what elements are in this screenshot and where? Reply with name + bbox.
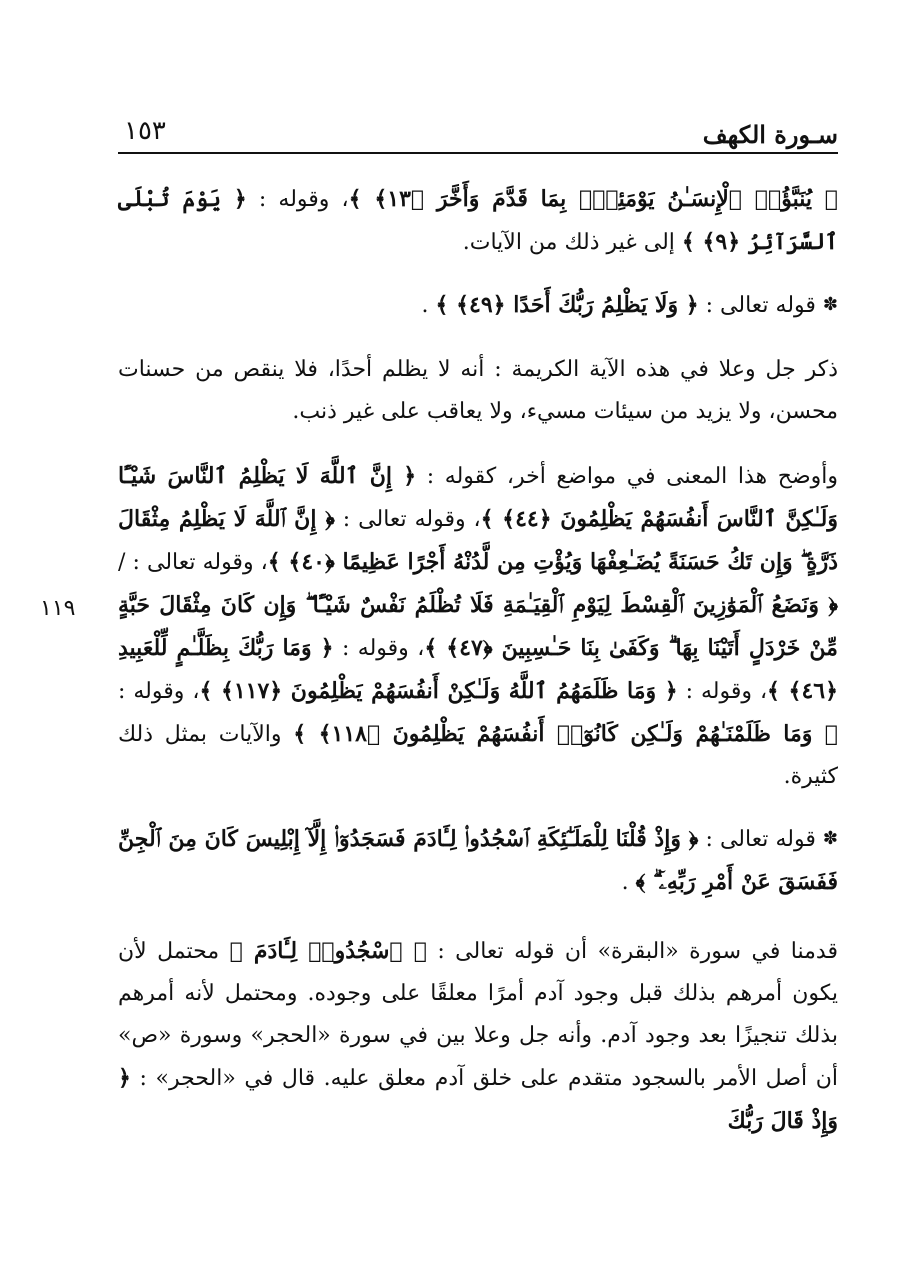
quran-verse: ﴿ وَمَا رَبُّكَ بِظَلَّـٰمٍ لِّلْعَبِيدِ ﴿٤٦﴾ ﴾ [118,635,838,704]
text-run: ، وقوله : [333,636,425,661]
paragraph-3 [118,349,838,433]
text-run: ، وقوله تعالى : [334,507,481,532]
quran-verse: ﴿ وَمَا ظَلَمْنَـٰهُمْ وَلَـٰكِن كَانُوٓا۟ أَنفُسَهُمْ يَظْلِمُونَ ﴿١١٨﴾ ﴾ [293,721,839,747]
text-run: قوله تعالى : [698,827,823,852]
text-run: قدمنا في سورة «البقرة» أن قوله تعالى : [426,939,838,964]
text-run: ، وقوله تعالى : / [118,550,268,575]
text-run: ، وقوله : [118,679,200,704]
quran-verse: ﴿ وَلَا يَظْلِمُ رَبُّكَ أَحَدًا ﴿٤٩﴾ ﴾ [435,292,699,318]
text-run: إلى غير ذلك من الآيات. [462,230,682,255]
paragraph-5 [118,818,838,904]
surah-title: سـورة الكهف [702,120,838,149]
quran-verse: ﴿ إِنَّ ٱللَّهَ لَا يَظْلِمُ مِثْقَالَ ذَرَّةٍ ۖ وَإِن تَكُ حَسَنَةً يُضَـٰعِفْهَا وَيُؤْتِ مِن لَّدُنْهُ أَجْرًا عَظِيمًا ﴿٤٠﴾ ﴾ [118,506,838,575]
star-marker: ✽ [822,828,839,849]
paragraph-1 [118,178,838,264]
text-run: وأوضح هذا المعنى في مواضع أخر، كقوله : [416,464,838,489]
quran-verse: ﴿ يُنَبَّؤُا۟ ٱلْإِنسَـٰنُ يَوْمَئِذٍۭ بِمَا قَدَّمَ وَأَخَّرَ ﴿١٣﴾ ﴾ [348,186,838,212]
quran-verse: ﴿ وَنَضَعُ ٱلْمَوَٰزِينَ ٱلْقِسْطَ لِيَوْمِ ٱلْقِيَـٰمَةِ فَلَا تُظْلَمُ نَفْسٌ شَيْـًٔا ۖ وَإِن كَانَ مِثْقَالَ حَبَّةٍ مِّنْ خَرْدَلٍ أَتَيْنَا بِهَا ۗ وَكَفَىٰ بِنَا حَـٰسِبِينَ ﴿٤٧﴾ ﴾ [118,592,838,661]
text-run: ، وقوله : [246,187,349,212]
page-number: ١٥٣ [124,116,166,146]
text-run: محتمل لأن يكون أمرهم بذلك قبل وجود آدم أمرًا معلقًا على وجوده. ومحتمل لأنه أمرهم بذلك تنجيزًا بعد وجود آدم. وأنه جل وعلا بين في سورة «الحجر» وسورة «ص» أن أصل الأمر بالسجود متقدم على خلق آدم معلق عليه. قال في «الحجر» : [118,939,839,1091]
margin-page-number: ١١٩ [40,596,76,621]
quran-verse: ﴿ يَوْمَ تُبْلَى ٱلسَّرَآئِرُ ﴿٩﴾ ﴾ [118,186,838,255]
text-run: قوله تعالى : [698,293,823,318]
paragraph-2 [118,284,838,327]
quran-verse: ﴿ وَمَا ظَلَمَهُمُ ٱللَّهُ وَلَـٰكِنْ أَنفُسَهُمْ يَظْلِمُونَ ﴿١١٧﴾ ﴾ [199,678,678,704]
quran-verse: ﴿ وَإِذْ قُلْنَا لِلْمَلَـٰٓئِكَةِ ٱسْجُدُوا۟ لِـَٔادَمَ فَسَجَدُوٓا۟ إِلَّآ إِبْلِيسَ كَانَ مِنَ ٱلْجِنِّ فَفَسَقَ عَنْ أَمْرِ رَبِّهِۦٓ ۗ ﴾ [118,826,838,895]
text-run: . [621,870,636,895]
quran-verse: ﴿ إِنَّ ٱللَّهَ لَا يَظْلِمُ ٱلنَّاسَ شَيْـًٔا وَلَـٰكِنَّ ٱلنَّاسَ أَنفُسَهُمْ يَظْلِمُونَ ﴿٤٤﴾ ﴾ [118,463,839,532]
text-run: ذكر جل وعلا في هذه الآية الكريمة : أنه لا يظلم أحدًا، فلا ينقص من حسنات محسن، ولا يزيد من سيئات مسيء، ولا يعاقب على غير ذنب. [118,357,838,424]
quran-verse: ﴿ ٱسْجُدُوا۟ لِـَٔادَمَ ﴾ [229,938,427,964]
paragraph-6 [118,930,838,1143]
text-run: والآيات بمثل ذلك كثيرة. [118,722,838,789]
text-run: . [421,293,436,318]
page [118,112,838,1143]
text-run: ، وقوله : [677,679,768,704]
paragraph-4 [118,455,838,798]
star-marker: ✽ [822,294,838,315]
page-header [118,112,838,154]
quran-verse: ﴿ وَإِذْ قَالَ رَبُّكَ [118,1065,838,1134]
